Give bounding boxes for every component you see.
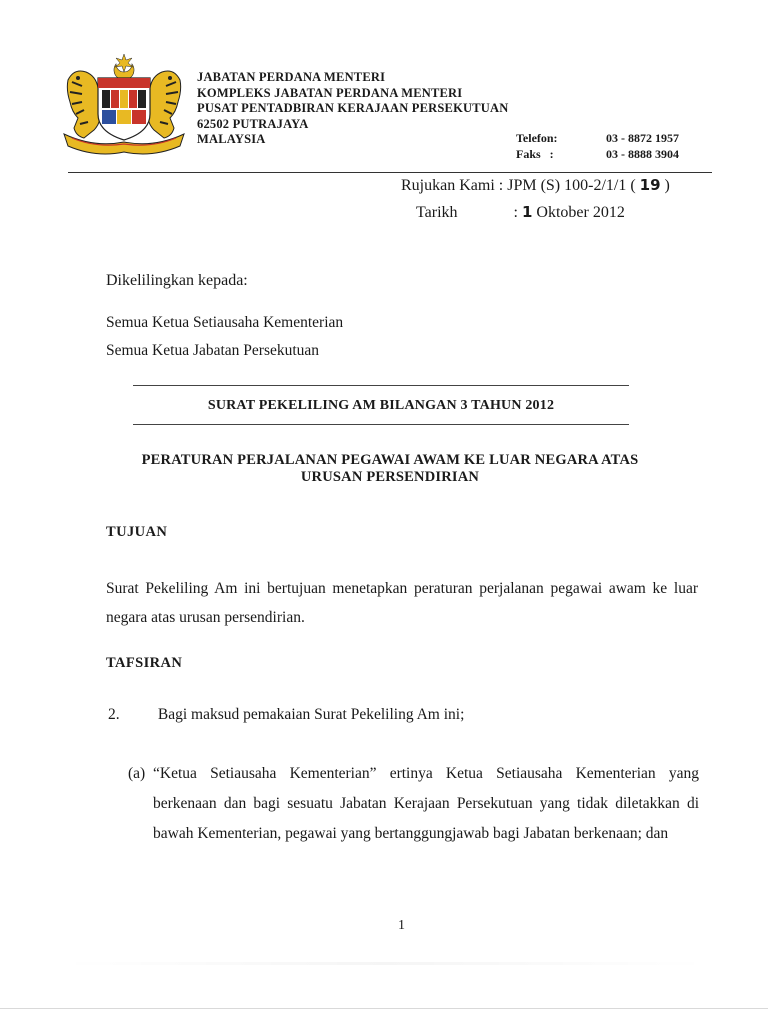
reference-label: Rujukan Kami : <box>401 177 504 194</box>
paragraph-number: 2. <box>108 706 120 723</box>
date-label: Tarikh <box>416 204 458 221</box>
scan-artifact <box>60 962 710 965</box>
purpose-paragraph: Surat Pekeliling Am ini bertujuan menetapkan peraturan perjalanan pegawai awam ke luar negara atas urusan persendirian. <box>106 580 698 626</box>
letterhead-divider <box>68 172 712 173</box>
organization-address <box>197 70 508 148</box>
contact-labels <box>516 131 558 162</box>
fax-label: Faks : <box>516 146 554 161</box>
document-subject <box>100 452 680 486</box>
org-line: JABATAN PERDANA MENTERI <box>197 70 386 84</box>
reference-value: JPM (S) 100-2/1/1 ( <box>507 177 636 194</box>
section-heading-tafsiran: TAFSIRAN <box>106 655 183 671</box>
reference-line <box>401 176 670 195</box>
fax-number: 03 - 8888 3904 <box>606 146 679 161</box>
paragraph-text: Bagi maksud pemakaian Surat Pekeliling Am ini; <box>157 706 465 723</box>
org-line: PUSAT PENTADBIRAN KERAJAAN PERSEKUTUAN <box>197 101 509 115</box>
reference-close: ) <box>664 177 670 194</box>
recipient: Semua Ketua Setiausaha Kementerian <box>106 314 344 331</box>
circulation-label: Dikelilingkan kepada: <box>106 272 248 289</box>
page-edge <box>0 1008 768 1009</box>
item-text: “Ketua Setiausaha Kementerian” ertinya Ketua Setiausaha Kementerian yang berkenaan dan bagi sesuatu Jabatan Kerajaan Persekutuan yang tidak diletakkan di bawah Kementerian, pegawai yang bertanggungjawab bagi Jabatan berkenaan; dan <box>153 765 699 842</box>
page-number: 1 <box>398 918 405 933</box>
circular-title-box <box>133 385 629 425</box>
subject-line: URUSAN PERSENDIRIAN <box>300 469 480 485</box>
date-separator: : <box>513 204 518 221</box>
item-marker: (a) <box>128 765 146 782</box>
circular-title: SURAT PEKELILING AM BILANGAN 3 TAHUN 2012 <box>207 398 555 413</box>
contact-values <box>606 131 679 162</box>
numbered-paragraph <box>108 706 464 724</box>
coat-of-arms-icon <box>58 52 190 160</box>
date-line <box>416 203 625 222</box>
reference-handwritten-number: 19 <box>639 176 661 194</box>
recipient: Semua Ketua Jabatan Persekutuan <box>106 342 320 359</box>
section-heading-tujuan: TUJUAN <box>106 524 168 540</box>
org-line: MALAYSIA <box>197 132 266 146</box>
recipient-list <box>106 309 343 365</box>
phone-label: Telefon: <box>516 131 558 145</box>
subject-line: PERATURAN PERJALANAN PEGAWAI AWAM KE LUAR NEGARA ATAS <box>141 452 639 468</box>
org-line: KOMPLEKS JABATAN PERDANA MENTERI <box>197 85 463 100</box>
definition-item <box>128 759 699 849</box>
org-line: 62502 PUTRAJAYA <box>197 116 309 131</box>
date-value: Oktober 2012 <box>536 204 625 221</box>
date-handwritten-day: 1 <box>521 203 533 221</box>
phone-number: 03 - 8872 1957 <box>606 131 679 145</box>
